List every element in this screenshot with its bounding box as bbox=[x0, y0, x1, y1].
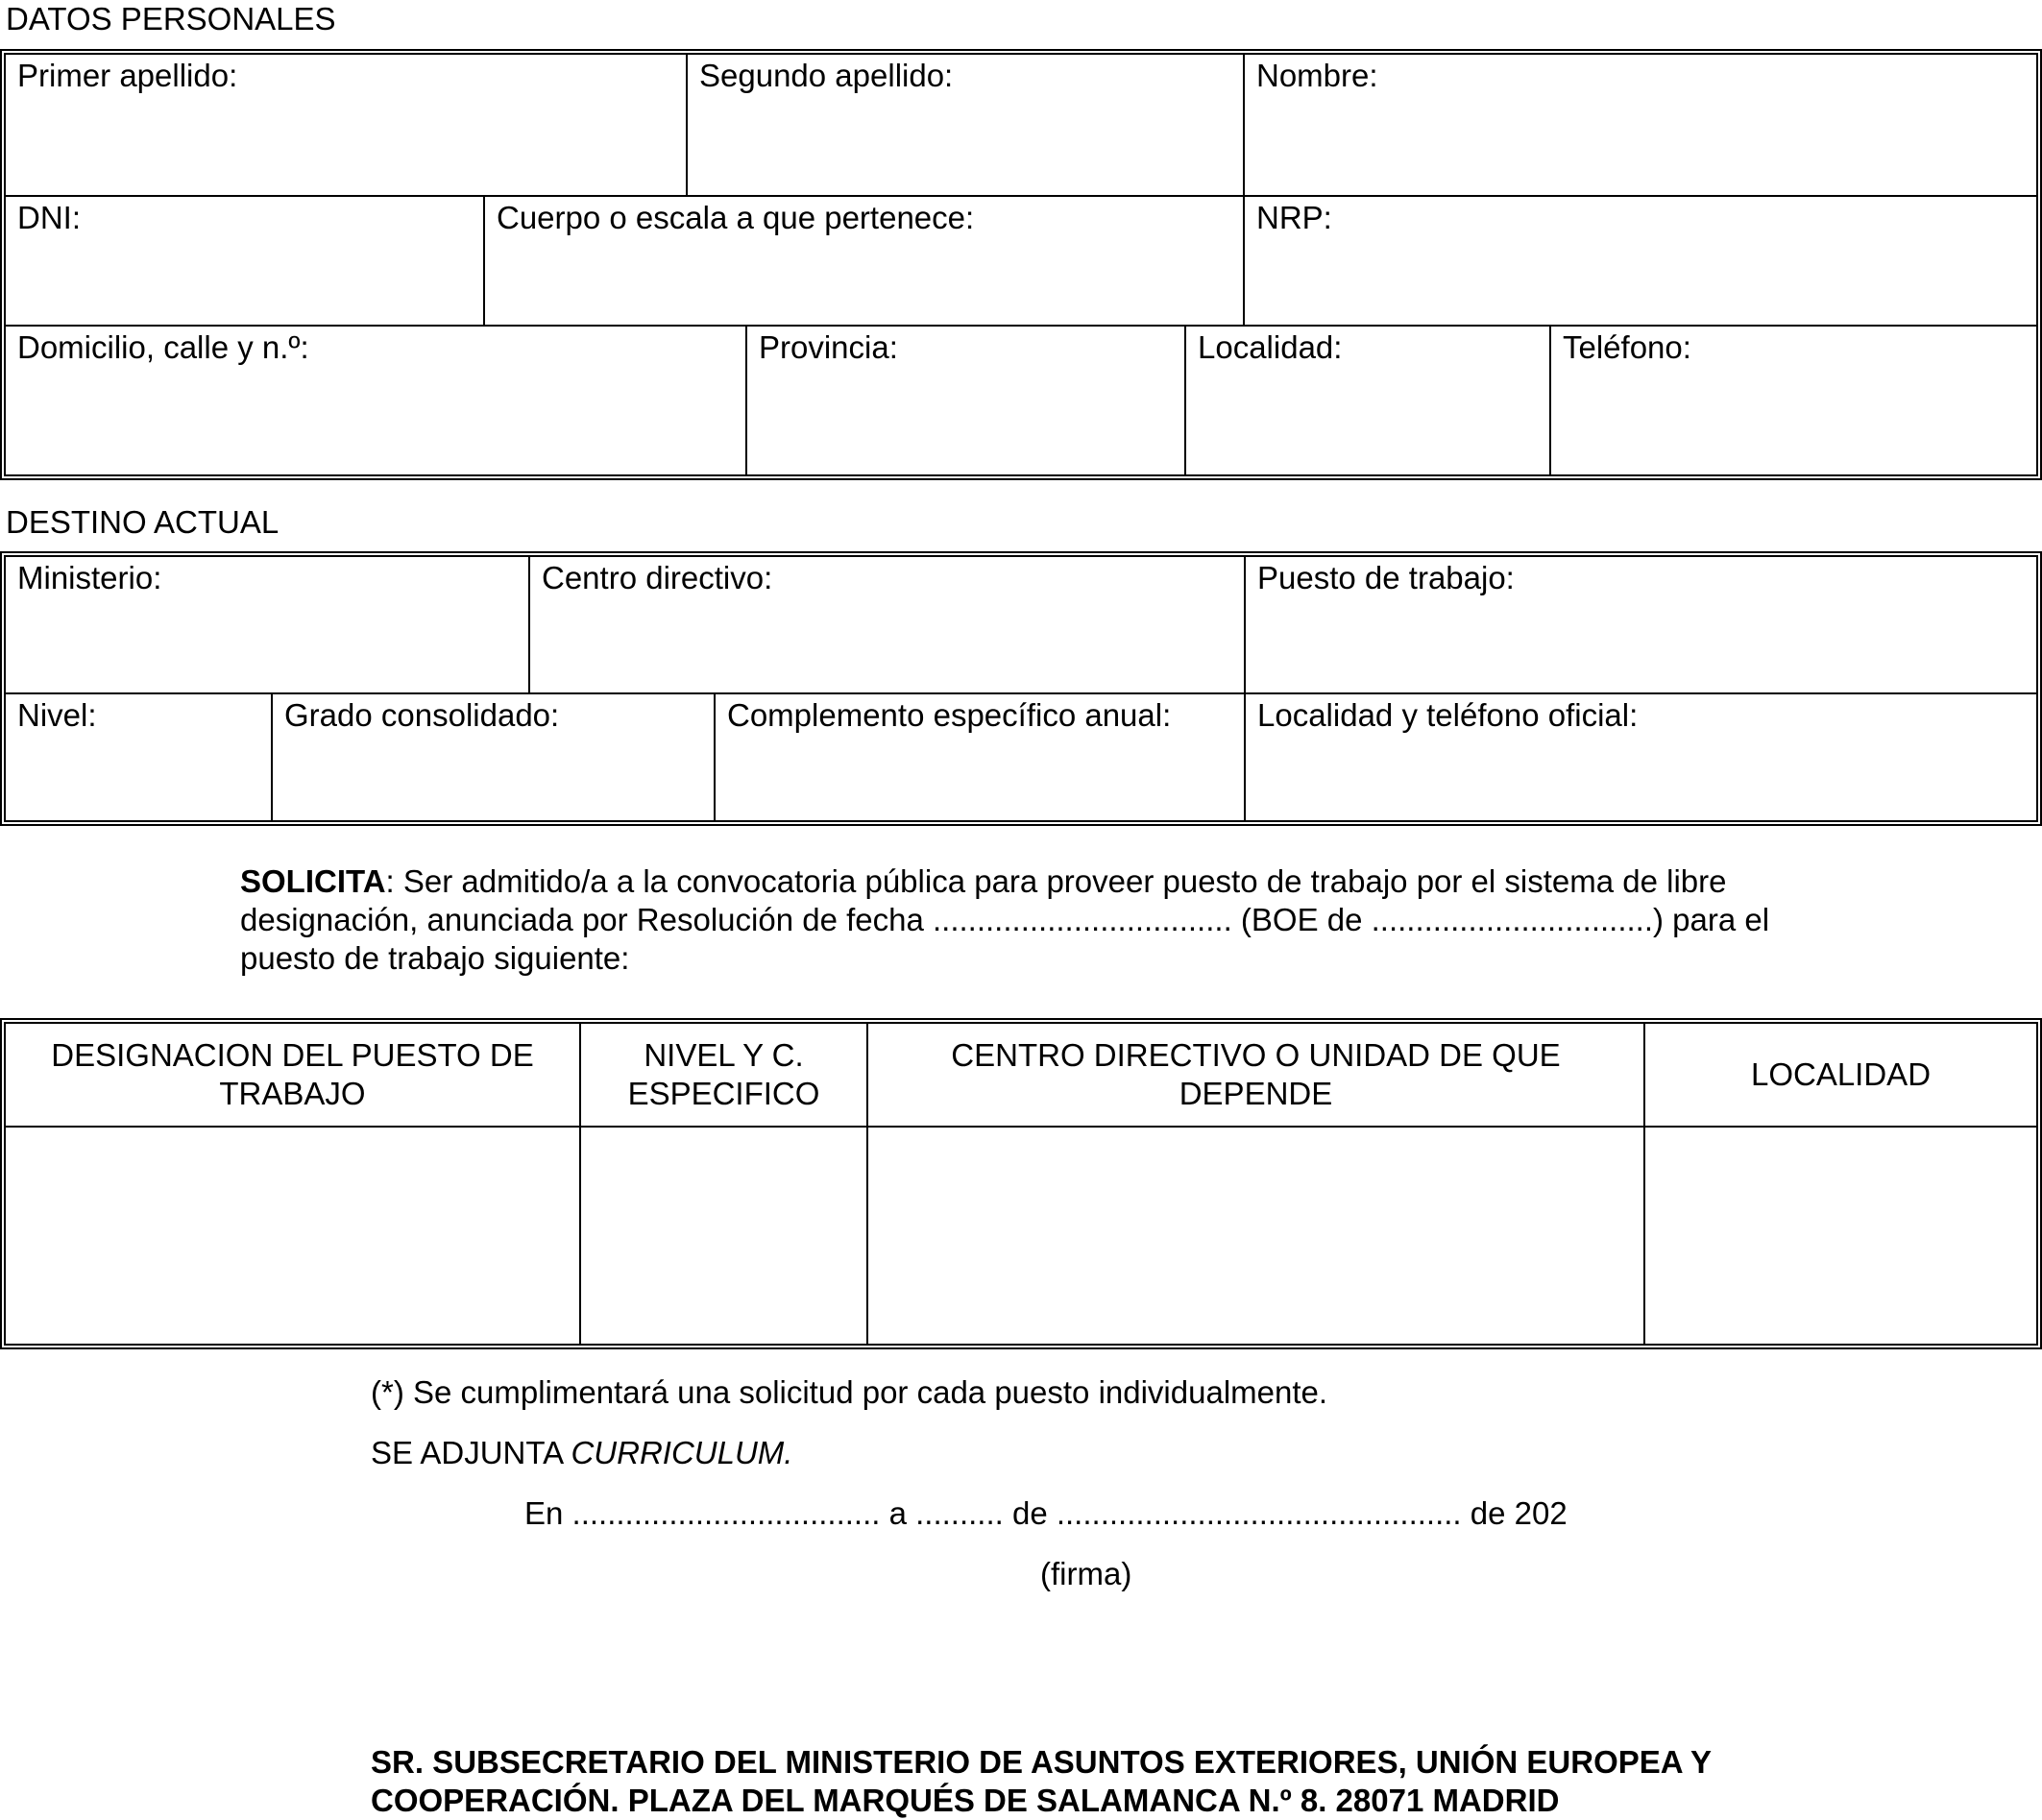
section-title-destino-actual: DESTINO ACTUAL bbox=[6, 504, 280, 540]
destinatario bbox=[371, 1743, 1908, 1820]
field-label: Ministerio: bbox=[17, 560, 162, 595]
nrp-field[interactable] bbox=[1243, 197, 2036, 325]
table-row bbox=[6, 692, 2036, 820]
field-label: Primer apellido: bbox=[17, 58, 238, 93]
column-header: NIVEL Y C. ESPECIFICO bbox=[579, 1024, 866, 1126]
table-row bbox=[6, 557, 2036, 692]
primer-apellido-field[interactable] bbox=[6, 55, 686, 195]
datos-personales-table bbox=[0, 49, 2042, 480]
fecha-line: En ................................... a .......... de .............................................. de 202 bbox=[524, 1495, 1568, 1531]
column-header: CENTRO DIRECTIVO O UNIDAD DE QUE DEPENDE bbox=[866, 1024, 1643, 1126]
puesto-solicitado-table bbox=[0, 1018, 2042, 1349]
field-label: Localidad y teléfono oficial: bbox=[1257, 697, 1639, 733]
table-header-row bbox=[6, 1024, 2036, 1126]
table-row bbox=[6, 325, 2036, 474]
dni-field[interactable] bbox=[6, 197, 483, 325]
destinatario-line-1: SR. SUBSECRETARIO DEL MINISTERIO DE ASUNTOS EXTERIORES, UNIÓN EUROPEA Y bbox=[371, 1744, 1712, 1780]
field-label: Cuerpo o escala a que pertenece: bbox=[497, 200, 975, 235]
table-row bbox=[6, 195, 2036, 325]
field-label: Centro directivo: bbox=[542, 560, 773, 595]
field-label: Complemento específico anual: bbox=[727, 697, 1172, 733]
localidad-telefono-field[interactable] bbox=[1244, 694, 2036, 820]
section-title-datos-personales: DATOS PERSONALES bbox=[6, 1, 336, 36]
nombre-field[interactable] bbox=[1243, 55, 2036, 195]
nivel-especifico-field[interactable] bbox=[579, 1128, 866, 1344]
domicilio-field[interactable] bbox=[6, 327, 745, 474]
destino-actual-table bbox=[0, 551, 2042, 826]
puesto-trabajo-field[interactable] bbox=[1244, 557, 2036, 692]
complemento-especifico-field[interactable] bbox=[714, 694, 1244, 820]
telefono-field[interactable] bbox=[1549, 327, 2036, 474]
provincia-field[interactable] bbox=[745, 327, 1184, 474]
ministerio-field[interactable] bbox=[6, 557, 528, 692]
table-row bbox=[6, 1126, 2036, 1344]
localidad-puesto-field[interactable] bbox=[1643, 1128, 2036, 1344]
solicita-label: SOLICITA bbox=[240, 863, 386, 899]
centro-directivo-field[interactable] bbox=[528, 557, 1244, 692]
cuerpo-escala-field[interactable] bbox=[483, 197, 1243, 325]
localidad-field[interactable] bbox=[1184, 327, 1549, 474]
adjunta-curriculum bbox=[371, 1434, 792, 1472]
grado-consolidado-field[interactable] bbox=[271, 694, 714, 820]
designacion-puesto-field[interactable] bbox=[6, 1128, 579, 1344]
field-label: Localidad: bbox=[1198, 329, 1343, 365]
field-label: Provincia: bbox=[759, 329, 898, 365]
field-label: NRP: bbox=[1256, 200, 1332, 235]
field-label: Nombre: bbox=[1256, 58, 1378, 93]
solicita-paragraph bbox=[240, 862, 1815, 978]
field-label: DNI: bbox=[17, 200, 81, 235]
firma-label: (firma) bbox=[1040, 1556, 1132, 1591]
adjunta-prefix: SE ADJUNTA bbox=[371, 1435, 571, 1470]
field-label: Grado consolidado: bbox=[284, 697, 560, 733]
curriculum-word: CURRICULUM. bbox=[571, 1435, 793, 1470]
column-header: LOCALIDAD bbox=[1643, 1024, 2036, 1126]
field-label: Teléfono: bbox=[1563, 329, 1691, 365]
nivel-field[interactable] bbox=[6, 694, 271, 820]
field-label: Puesto de trabajo: bbox=[1257, 560, 1515, 595]
field-label: Segundo apellido: bbox=[699, 58, 954, 93]
nota-solicitud: (*) Se cumplimentará una solicitud por cada puesto individualmente. bbox=[371, 1374, 1328, 1410]
column-header: DESIGNACION DEL PUESTO DE TRABAJO bbox=[51, 1037, 534, 1111]
field-label: Nivel: bbox=[17, 697, 97, 733]
solicita-text: : Ser admitido/a a la convocatoria pública para proveer puesto de trabajo por el sistema de libre designación, anunciada por Resolución de fecha .................................. (BOE de ................................) para el puesto de trabajo siguiente: bbox=[240, 863, 1770, 976]
centro-directivo-unidad-field[interactable] bbox=[866, 1128, 1643, 1344]
segundo-apellido-field[interactable] bbox=[686, 55, 1243, 195]
table-row bbox=[6, 55, 2036, 195]
field-label: Domicilio, calle y n.º: bbox=[17, 329, 309, 365]
destinatario-line-2: COOPERACIÓN. PLAZA DEL MARQUÉS DE SALAMANCA N.º 8. 28071 MADRID bbox=[371, 1783, 1560, 1818]
